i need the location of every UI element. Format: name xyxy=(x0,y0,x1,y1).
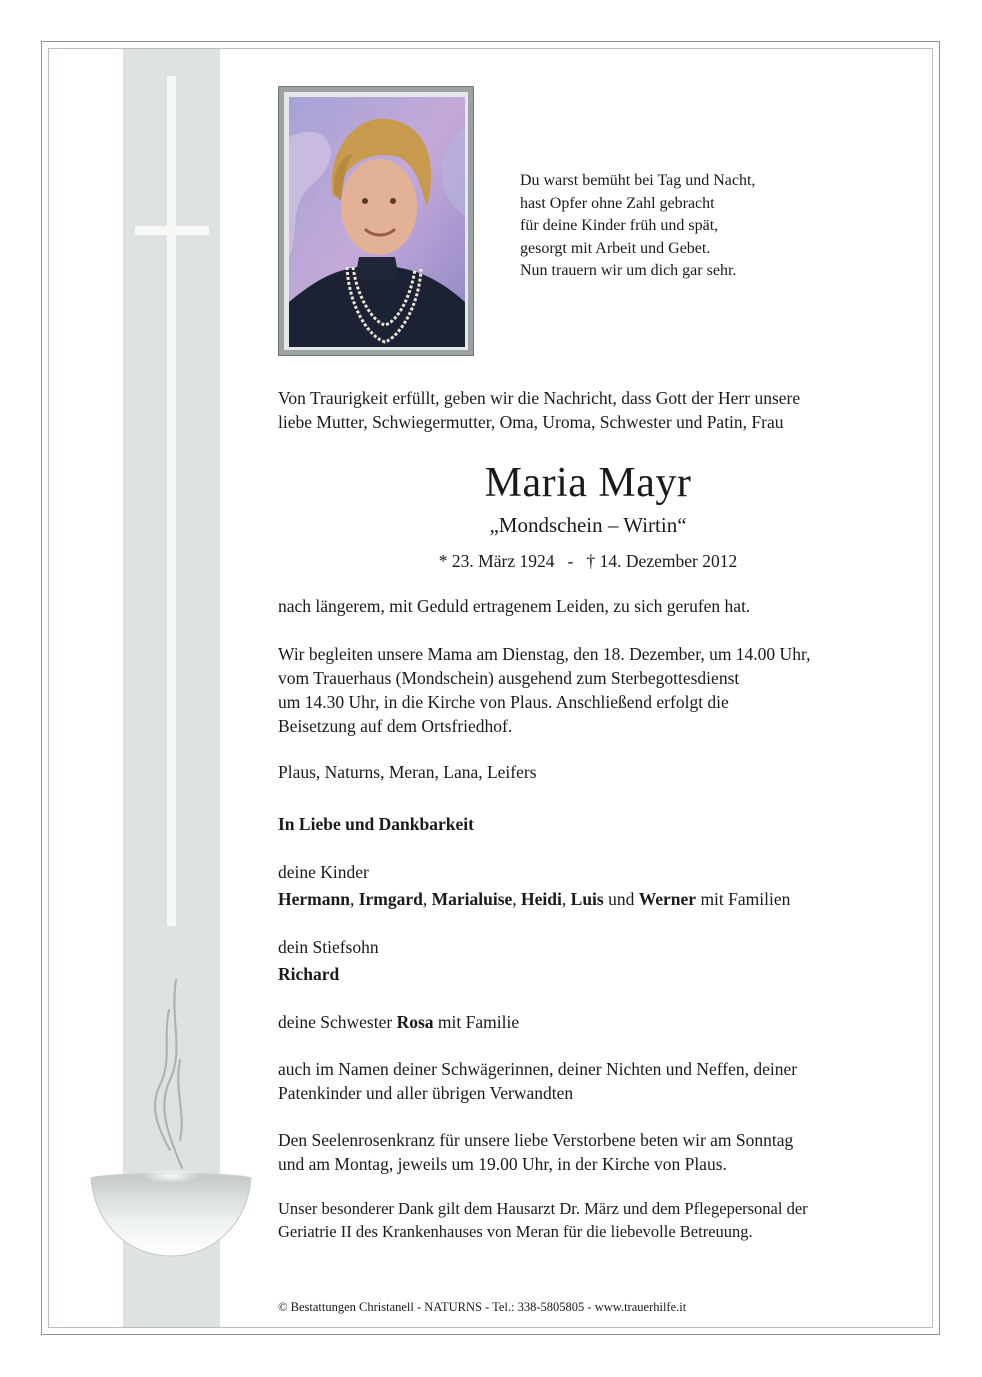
rosary-line-2: und am Montag, jeweils um 19.00 Uhr, in der Kirche von Plaus. xyxy=(278,1154,727,1174)
stepson-name-text: Richard xyxy=(278,964,340,984)
funeral-line-3: um 14.30 Uhr, in die Kirche von Plaus. Anschließend erfolgt die xyxy=(278,692,729,712)
intro-line-2: liebe Mutter, Schwiegermutter, Oma, Uroma, Schwester und Patin, Frau xyxy=(278,412,784,432)
funeral-line-4: Beisetzung auf dem Ortsfriedhof. xyxy=(278,716,513,736)
child-name: Irmgard xyxy=(358,889,423,909)
love-heading xyxy=(278,812,474,836)
portrait-photo xyxy=(278,86,474,356)
called-home-text: nach längerem, mit Geduld ertragenem Leiden, zu sich gerufen hat. xyxy=(278,596,751,616)
funeral-line-1: Wir begleiten unsere Mama am Dienstag, den 18. Dezember, um 14.00 Uhr, xyxy=(278,644,811,664)
flame-smoke-icon xyxy=(155,980,182,1168)
children-names: Hermann, Irmgard, Marialuise, Heidi, Luis und Werner mit Familien xyxy=(278,889,791,909)
poem xyxy=(520,170,755,283)
footer-credit: © Bestattungen Christanell - NATURNS - Tel.: 338-5805805 - www.trauerhilfe.it xyxy=(278,1300,687,1314)
children-label: deine Kinder xyxy=(278,862,369,882)
poem-line: für deine Kinder früh und spät, xyxy=(520,217,719,234)
poem-line: hast Opfer ohne Zahl gebracht xyxy=(520,194,715,212)
deceased-nickname: „Mondschein – Wirtin“ xyxy=(489,513,687,537)
sister-name: Rosa xyxy=(396,1012,434,1032)
rosary-line-1: Den Seelenrosenkranz für unsere liebe Verstorbene beten wir am Sonntag xyxy=(278,1130,794,1150)
funeral-line-2: vom Trauerhaus (Mondschein) ausgehend zum Sterbegottesdienst xyxy=(278,668,740,688)
places: Plaus, Naturns, Meran, Lana, Leifers xyxy=(278,762,537,782)
poem-line: Du warst bemüht bei Tag und Nacht, xyxy=(520,172,756,189)
thanks-line-2: Geriatrie II des Krankenhauses von Meran für die liebevolle Betreuung. xyxy=(278,1222,753,1241)
portrait-image-icon xyxy=(289,97,465,347)
child-name: Luis xyxy=(570,889,604,909)
stepson-name xyxy=(278,962,339,986)
love-heading-text: In Liebe und Dankbarkeit xyxy=(278,814,474,834)
life-dates: * 23. März 1924 - † 14. Dezember 2012 xyxy=(438,551,738,571)
relatives-line-2: Patenkinder und aller übrigen Verwandten xyxy=(278,1083,574,1103)
intro-line-1: Von Traurigkeit erfüllt, geben wir die Nachricht, dass Gott der Herr unsere xyxy=(278,388,801,408)
deceased-name: Maria Mayr xyxy=(484,460,692,506)
relatives-line-1: auch im Namen deiner Schwägerinnen, deiner Nichten und Neffen, deiner xyxy=(278,1059,798,1079)
poem-line: Nun trauern wir um dich gar sehr. xyxy=(520,262,737,279)
child-name: Heidi xyxy=(521,889,562,909)
bowl-icon xyxy=(91,1169,251,1256)
poem-line: gesorgt mit Arbeit und Gebet. xyxy=(520,239,711,257)
thanks-line-1: Unser besonderer Dank gilt dem Hausarzt Dr. März und dem Pflegepersonal der xyxy=(278,1199,808,1218)
child-name: Werner xyxy=(638,889,697,909)
child-name: Hermann xyxy=(278,889,350,909)
sister-line: deine Schwester Rosa mit Familie xyxy=(278,1012,520,1032)
cross-icon xyxy=(135,76,209,926)
stepson-label: dein Stiefsohn xyxy=(278,937,379,957)
child-name: Marialuise xyxy=(431,889,513,909)
